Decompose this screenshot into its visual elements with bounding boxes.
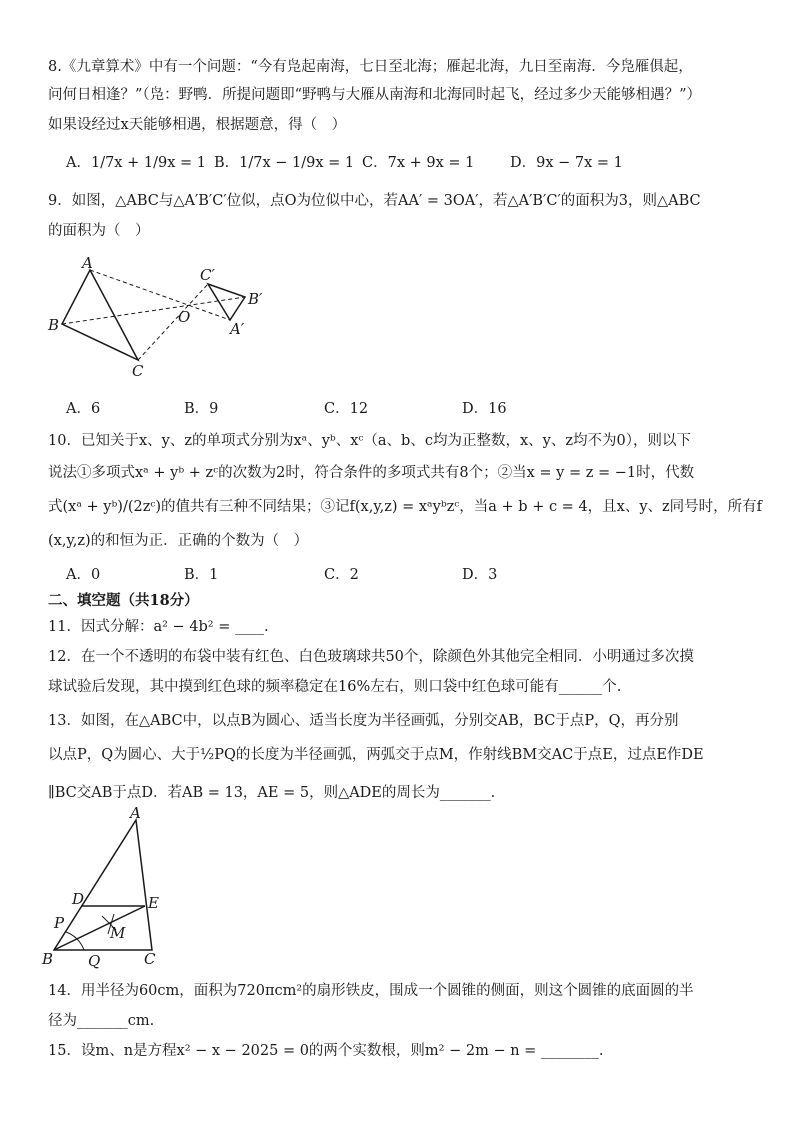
q13-label-d: D xyxy=(72,890,85,908)
q9-option-a[interactable]: A．6 xyxy=(66,401,101,417)
q9-line1: 9．如图，△ABC与△A′B′C′位似，点O为位似中心，若AA′ = 3OA′，若△A′B′C′的面积为3，则△ABC xyxy=(48,193,701,209)
q13-line3: ∥BC交AB于点D．若AB = 13，AE = 5，则△ADE的周长为_______. xyxy=(48,785,496,801)
q12-line2: 球试验后发现，其中摸到红色球的频率稳定在16%左右，则口袋中红色球可能有______个. xyxy=(48,679,622,695)
q10-line4: (x,y,z)的和恒为正．正确的个数为（ ） xyxy=(48,533,309,549)
q10-option-d[interactable]: D．3 xyxy=(462,567,498,583)
q13-line1: 13．如图，在△ABC中，以点B为圆心、适当长度为半径画弧，分别交AB，BC于点P，Q，再分别 xyxy=(48,713,679,729)
q8-option-a[interactable]: A．1/7x + 1/9x = 1 xyxy=(66,155,206,171)
q14-line2: 径为_______cm. xyxy=(48,1013,155,1029)
q9-label-a-prime: A′ xyxy=(230,320,245,338)
q8-line2: 问何日相逢？”（凫：野鸭．所提问题即“野鸭与大雁从南海和北海同时起飞，经过多少天能够相遇？”） xyxy=(48,87,701,103)
q13-label-b: B xyxy=(42,950,54,968)
q8-line1: 8.《九章算术》中有一个问题：“今有凫起南海，七日至北海；雁起北海，九日至南海．今凫雁俱起， xyxy=(48,59,693,75)
q9-dash-cc2 xyxy=(138,284,208,360)
q13-label-c: C xyxy=(144,950,156,968)
q13-line2: 以点P，Q为圆心、大于½PQ的长度为半径画弧，两弧交于点M，作射线BM交AC于点E，过点E作DE xyxy=(48,747,704,763)
q9-label-c: C xyxy=(132,362,144,380)
q10-line3: 式(xᵃ + yᵇ)/(2zᶜ)的值共有三种不同结果；③记f(x,y,z) = xᵃyᵇzᶜ，当a + b + c = 4，且x、y、z同号时，所有f xyxy=(48,499,763,515)
q9-label-a: A xyxy=(82,254,93,272)
q13-label-a: A xyxy=(130,806,141,822)
q13-figure xyxy=(40,806,180,972)
q13-triangle-abc xyxy=(54,820,152,950)
q9-option-b[interactable]: B．9 xyxy=(184,401,219,417)
q9-label-c-prime: C′ xyxy=(200,266,215,284)
q14-line1: 14．用半径为60cm，面积为720πcm²的扇形铁皮，围成一个圆锥的侧面，则这个圆锥的底面圆的半 xyxy=(48,983,694,999)
q8-options xyxy=(66,152,754,174)
q13-arc-pq xyxy=(66,932,84,950)
section-2-heading: 二、填空题（共18分） xyxy=(48,592,199,609)
q8-option-c[interactable]: C．7x + 9x = 1 xyxy=(362,155,475,171)
q9-dash-bb2 xyxy=(62,297,245,324)
q9-label-b: B xyxy=(48,316,60,334)
q13-label-e: E xyxy=(148,894,159,912)
q10-option-b[interactable]: B．1 xyxy=(184,567,219,583)
q9-option-c[interactable]: C．12 xyxy=(324,401,369,417)
q9-options xyxy=(66,398,754,420)
q8-line3: 如果设经过x天能够相遇，根据题意，得（ ） xyxy=(48,117,347,133)
q10-option-c[interactable]: C．2 xyxy=(324,567,359,583)
q10-options xyxy=(66,564,754,586)
q15-line: 15．设m、n是方程x² − x − 2025 = 0的两个实数根，则m² − 2m − n = ________. xyxy=(48,1043,604,1059)
q10-option-a[interactable]: A．0 xyxy=(66,567,101,583)
q11-line: 11．因式分解：a² − 4b² = ____. xyxy=(48,619,269,635)
q9-triangle-a2b2c2 xyxy=(208,284,245,320)
q9-option-d[interactable]: D．16 xyxy=(462,401,507,417)
q12-line1: 12．在一个不透明的布袋中装有红色、白色玻璃球共50个，除颜色外其他完全相同．小明通过多次摸 xyxy=(48,649,694,665)
q13-label-p: P xyxy=(54,914,65,932)
q8-option-d[interactable]: D．9x − 7x = 1 xyxy=(510,155,623,171)
q13-label-q: Q xyxy=(88,952,101,970)
q8-option-b[interactable]: B．1/7x − 1/9x = 1 xyxy=(214,155,355,171)
q9-triangle-abc xyxy=(62,270,138,360)
q9-label-o: O xyxy=(178,308,191,326)
q10-line2: 说法①多项式xᵃ + yᵇ + zᶜ的次数为2时，符合条件的多项式共有8个；②当x = y = z = −1时，代数 xyxy=(48,465,695,481)
q9-line2: 的面积为（ ） xyxy=(48,223,150,239)
q13-label-m: M xyxy=(110,924,126,942)
q9-label-b-prime: B′ xyxy=(248,290,263,308)
q10-line1: 10．已知关于x、y、z的单项式分别为xᵃ、yᵇ、xᶜ（a、b、c均为正整数，x、y、z均不为0），则以下 xyxy=(48,433,691,449)
q9-figure xyxy=(40,252,280,382)
